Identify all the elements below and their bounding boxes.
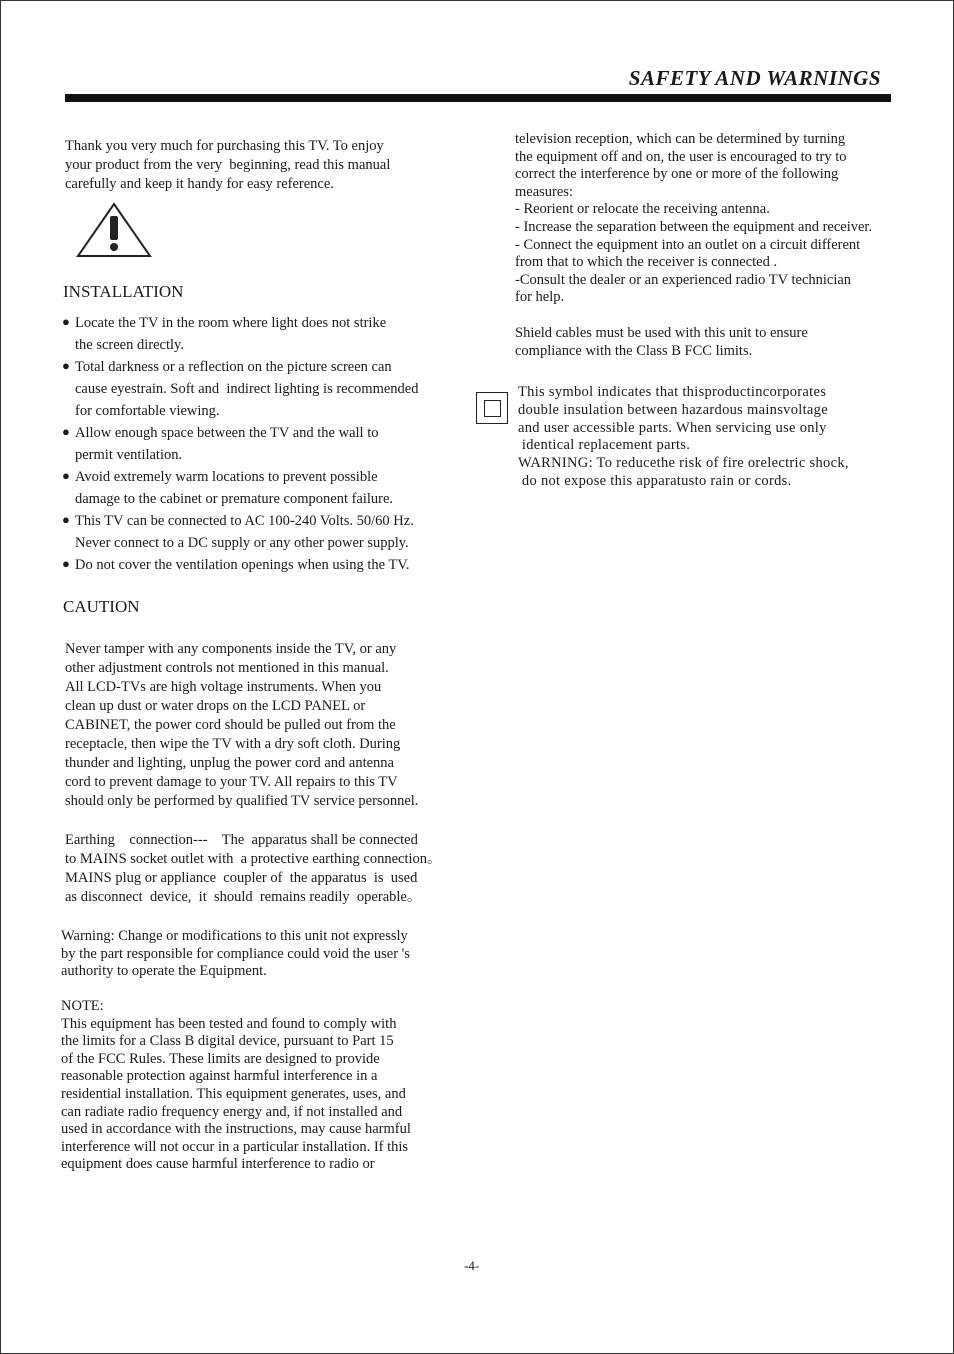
- caution-text: Never tamper with any components inside the TV, or any other adjustment controls not mentioned in this manual. All LCD-TVs are high voltage instruments. When you clean up dust or water drops on the LCD PANEL or CABINET, the power cord should be pulled out from the receptacle, then wipe the TV with a dry soft cloth. During thunder and lighting, unplug the power cord and antenna cord to prevent damage to your TV. All repairs to this TV should only be performed by qualified TV service personnel.: [65, 641, 419, 809]
- list-item: ● Do not cover the ventilation openings when using the TV.: [62, 554, 418, 576]
- warning-change-text: Warning: Change or modifications to this unit not expressly by the part responsible for compliance could void the user 's authority to operate the Equipment.: [61, 928, 410, 979]
- bullet-icon: ●: [62, 468, 70, 483]
- shield-cables-text: Shield cables must be used with this unit to ensure compliance with the Class B FCC limits.: [515, 325, 808, 359]
- list-item: ● Total darkness or a reflection on the picture screen can cause eyestrain. Soft and indirect lighting is recommended for comfortable viewing.: [62, 356, 418, 422]
- list-item: ● Allow enough space between the TV and the wall to permit ventilation.: [62, 422, 418, 466]
- intro-text: Thank you very much for purchasing this TV. To enjoy your product from the very beginning, read this manual carefully and keep it handy for easy reference.: [65, 138, 391, 192]
- double-insulation-text: This symbol indicates that thisproductincorporates double insulation between hazardous mainsvoltage and user accessible parts. When servicing use only identical replacement parts. WARNING: To reducethe risk of fire orelectric shock, do not expose this apparatusto rain or cords.: [518, 384, 849, 489]
- fcc-note-text: NOTE: This equipment has been tested and found to comply with the limits for a Class B digital device, pursuant to Part 15 of the FCC Rules. These limits are designed to provide reasonable protection against harmful interference in a residential installation. This equipment generates, uses, and can radiate radio frequency energy and, if not installed and used in accordance with the instructions, may cause harmful interference will not occur in a particular installation. If this equipment does cause harmful interference to radio or: [61, 998, 411, 1173]
- caution-heading: CAUTION: [63, 597, 140, 616]
- list-item: ● This TV can be connected to AC 100-240 Volts. 50/60 Hz. Never connect to a DC supply or any other power supply.: [62, 510, 418, 554]
- bullet-icon: ●: [62, 358, 70, 373]
- bullet-icon: ●: [62, 314, 70, 329]
- bullet-icon: ●: [62, 424, 70, 439]
- warning-triangle-icon: [75, 201, 153, 259]
- double-insulation-icon: [476, 392, 508, 424]
- fcc-continuation-text: television reception, which can be determined by turning the equipment off and on, the user is encouraged to try to correct the interference by one or more of the following measures: - Reorient or relocate the receiving antenna. - Increase the separation between the equipment and receiver. - Connect the equipment into an outlet on a circuit different from that to which the receiver is connected . -Consult the dealer or an experienced radio TV technician for help.: [515, 131, 873, 306]
- page-title: SAFETY AND WARNINGS: [628, 66, 881, 90]
- earthing-text: Earthing connection--- The apparatus shall be connected to MAINS socket outlet with a protective earthing connection。 MAINS plug or appliance coupler of the apparatus is used as disconnect device, it should remains readily operable。: [65, 832, 442, 905]
- installation-list: [62, 312, 418, 576]
- list-item: ● Locate the TV in the room where light does not strike the screen directly.: [62, 312, 418, 356]
- page-number: -4-: [464, 1258, 480, 1273]
- installation-heading: INSTALLATION: [63, 282, 184, 301]
- header-rule: [65, 94, 891, 102]
- bullet-icon: ●: [62, 512, 70, 527]
- bullet-icon: ●: [62, 556, 70, 571]
- list-item: ● Avoid extremely warm locations to prevent possible damage to the cabinet or premature component failure.: [62, 466, 418, 510]
